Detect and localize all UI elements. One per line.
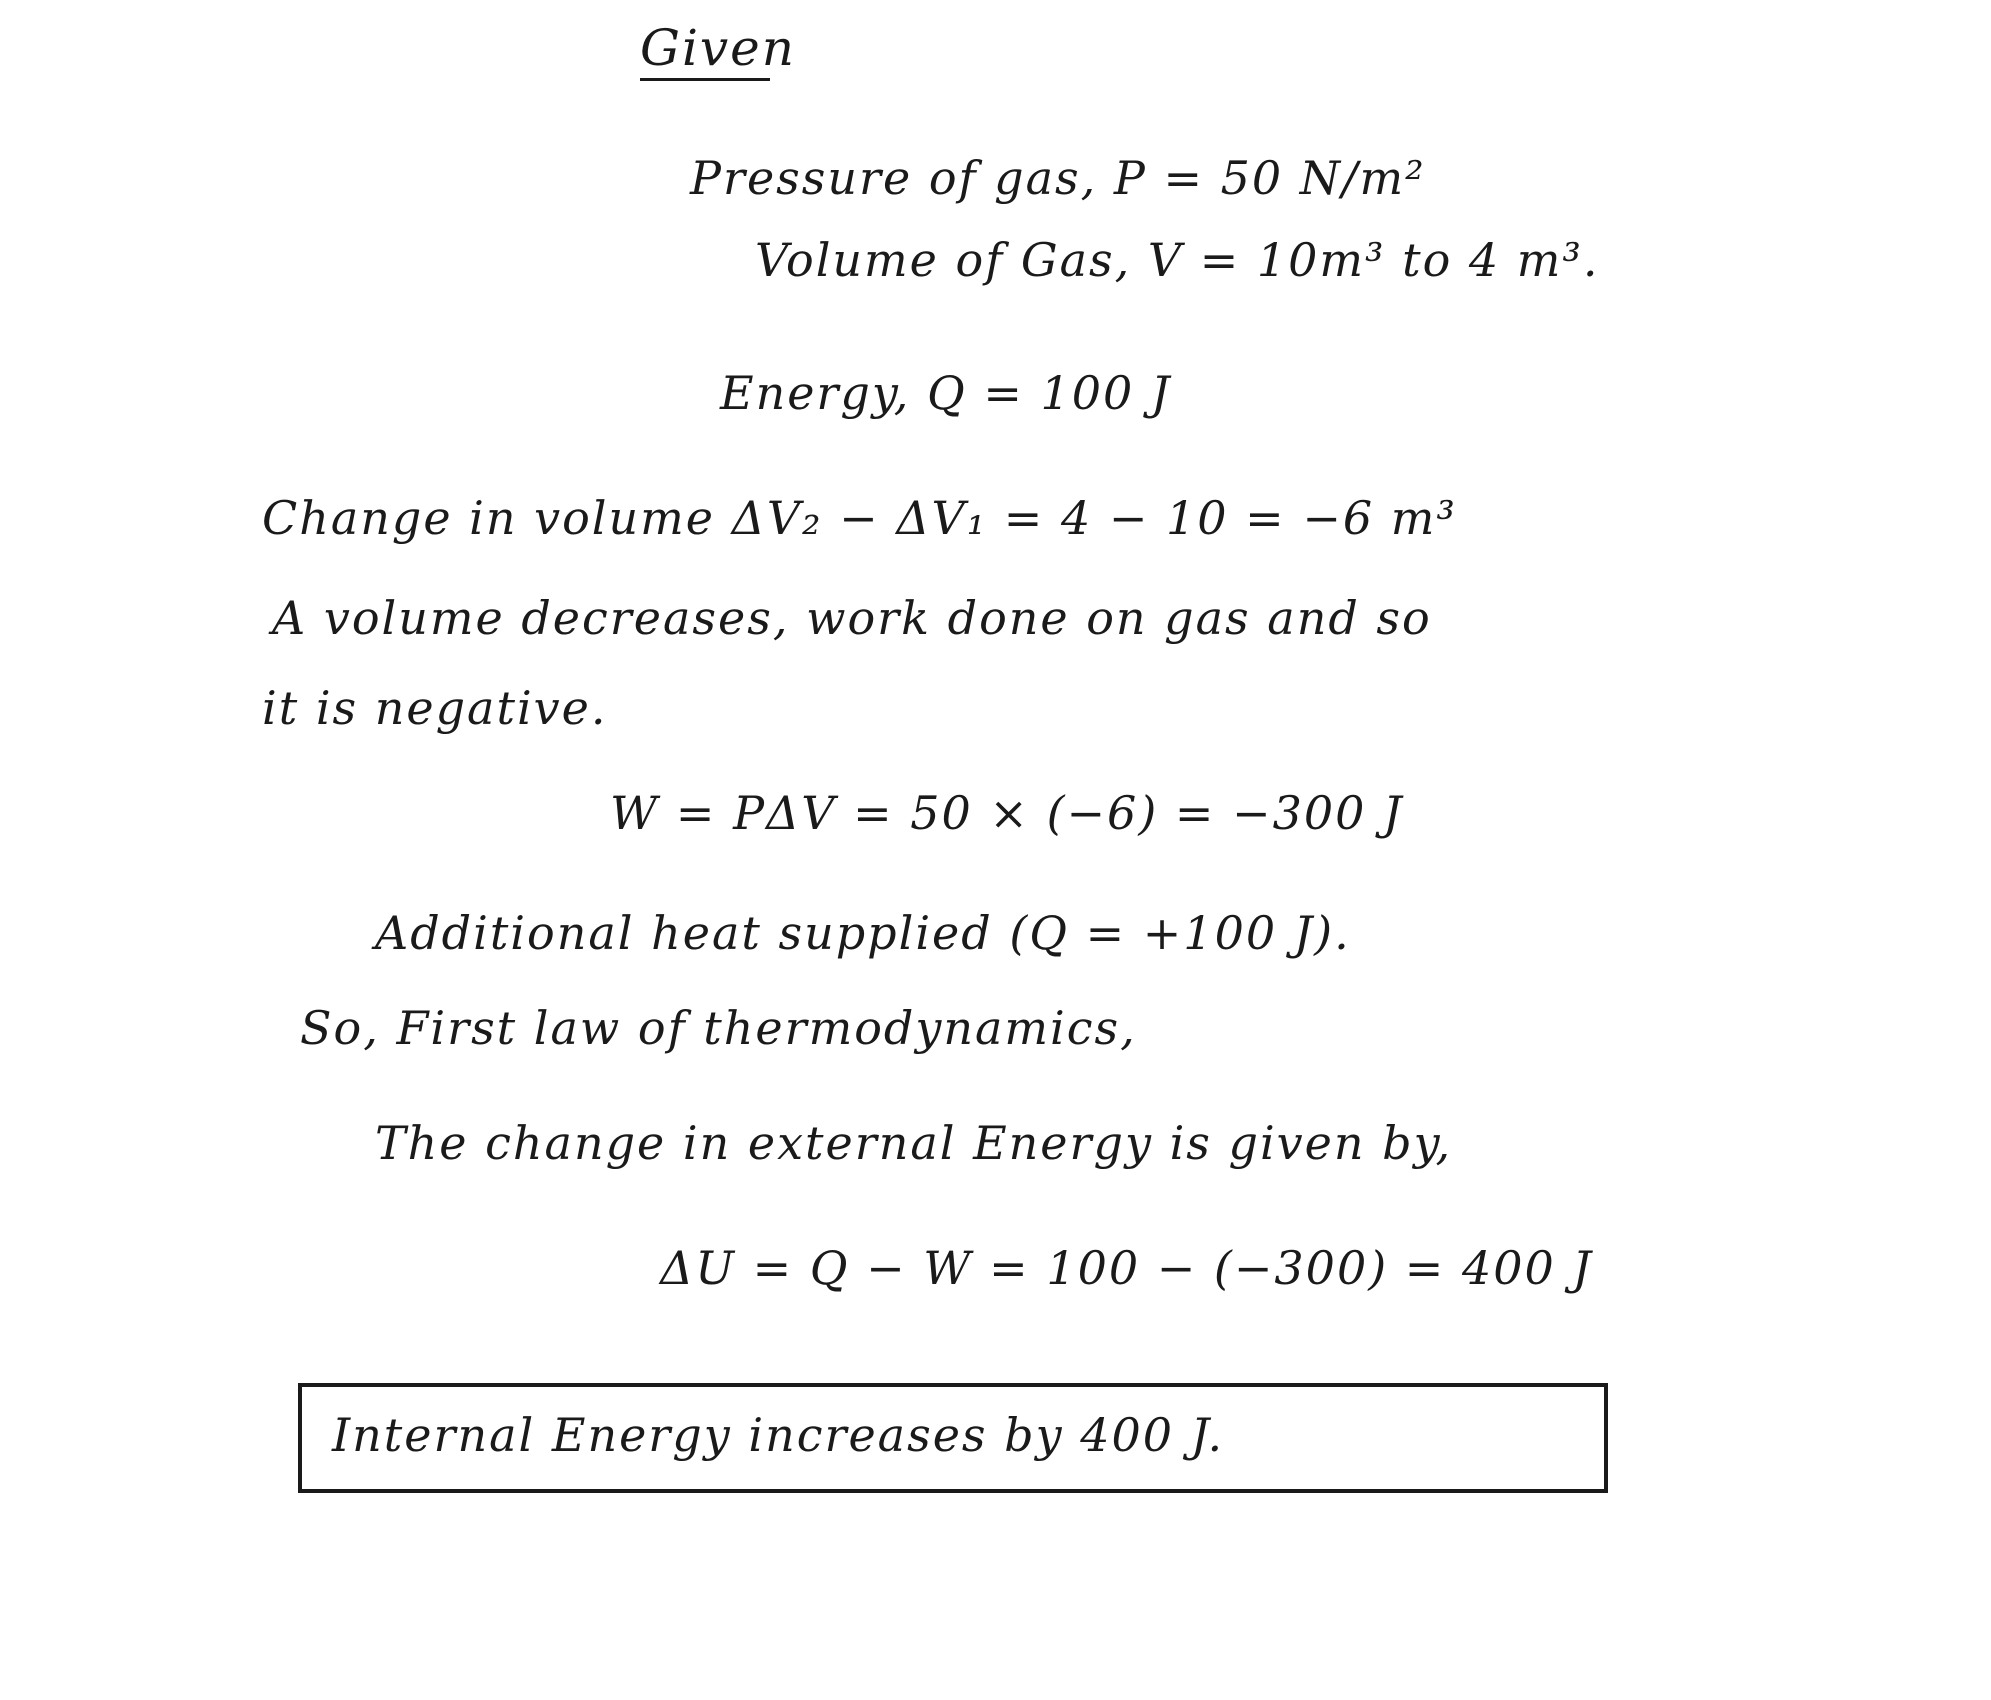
- given-heading: Given: [640, 19, 796, 77]
- given-energy: Energy, Q = 100 J: [720, 366, 1172, 420]
- heat-supplied: Additional heat supplied (Q = +100 J).: [375, 906, 1351, 960]
- given-volume: Volume of Gas, V = 10m³ to 4 m³.: [755, 233, 1600, 287]
- given-pressure: Pressure of gas, P = 50 N/m²: [690, 151, 1426, 205]
- result-text: Internal Energy increases by 400 J.: [332, 1408, 1225, 1462]
- energy-change-statement: The change in external Energy is given by,: [375, 1116, 1453, 1170]
- volume-note-line-2: it is negative.: [262, 681, 608, 735]
- change-in-volume: Change in volume ΔV₂ − ΔV₁ = 4 − 10 = −6 m³: [262, 491, 1457, 545]
- delta-u-equation: ΔU = Q − W = 100 − (−300) = 400 J: [660, 1241, 1593, 1295]
- work-equation: W = PΔV = 50 × (−6) = −300 J: [610, 786, 1404, 840]
- volume-note-line-1: A volume decreases, work done on gas and so: [272, 591, 1432, 645]
- result-box: [298, 1383, 1608, 1493]
- heading-underline: [640, 78, 770, 81]
- first-law-statement: So, First law of thermodynamics,: [300, 1001, 1137, 1055]
